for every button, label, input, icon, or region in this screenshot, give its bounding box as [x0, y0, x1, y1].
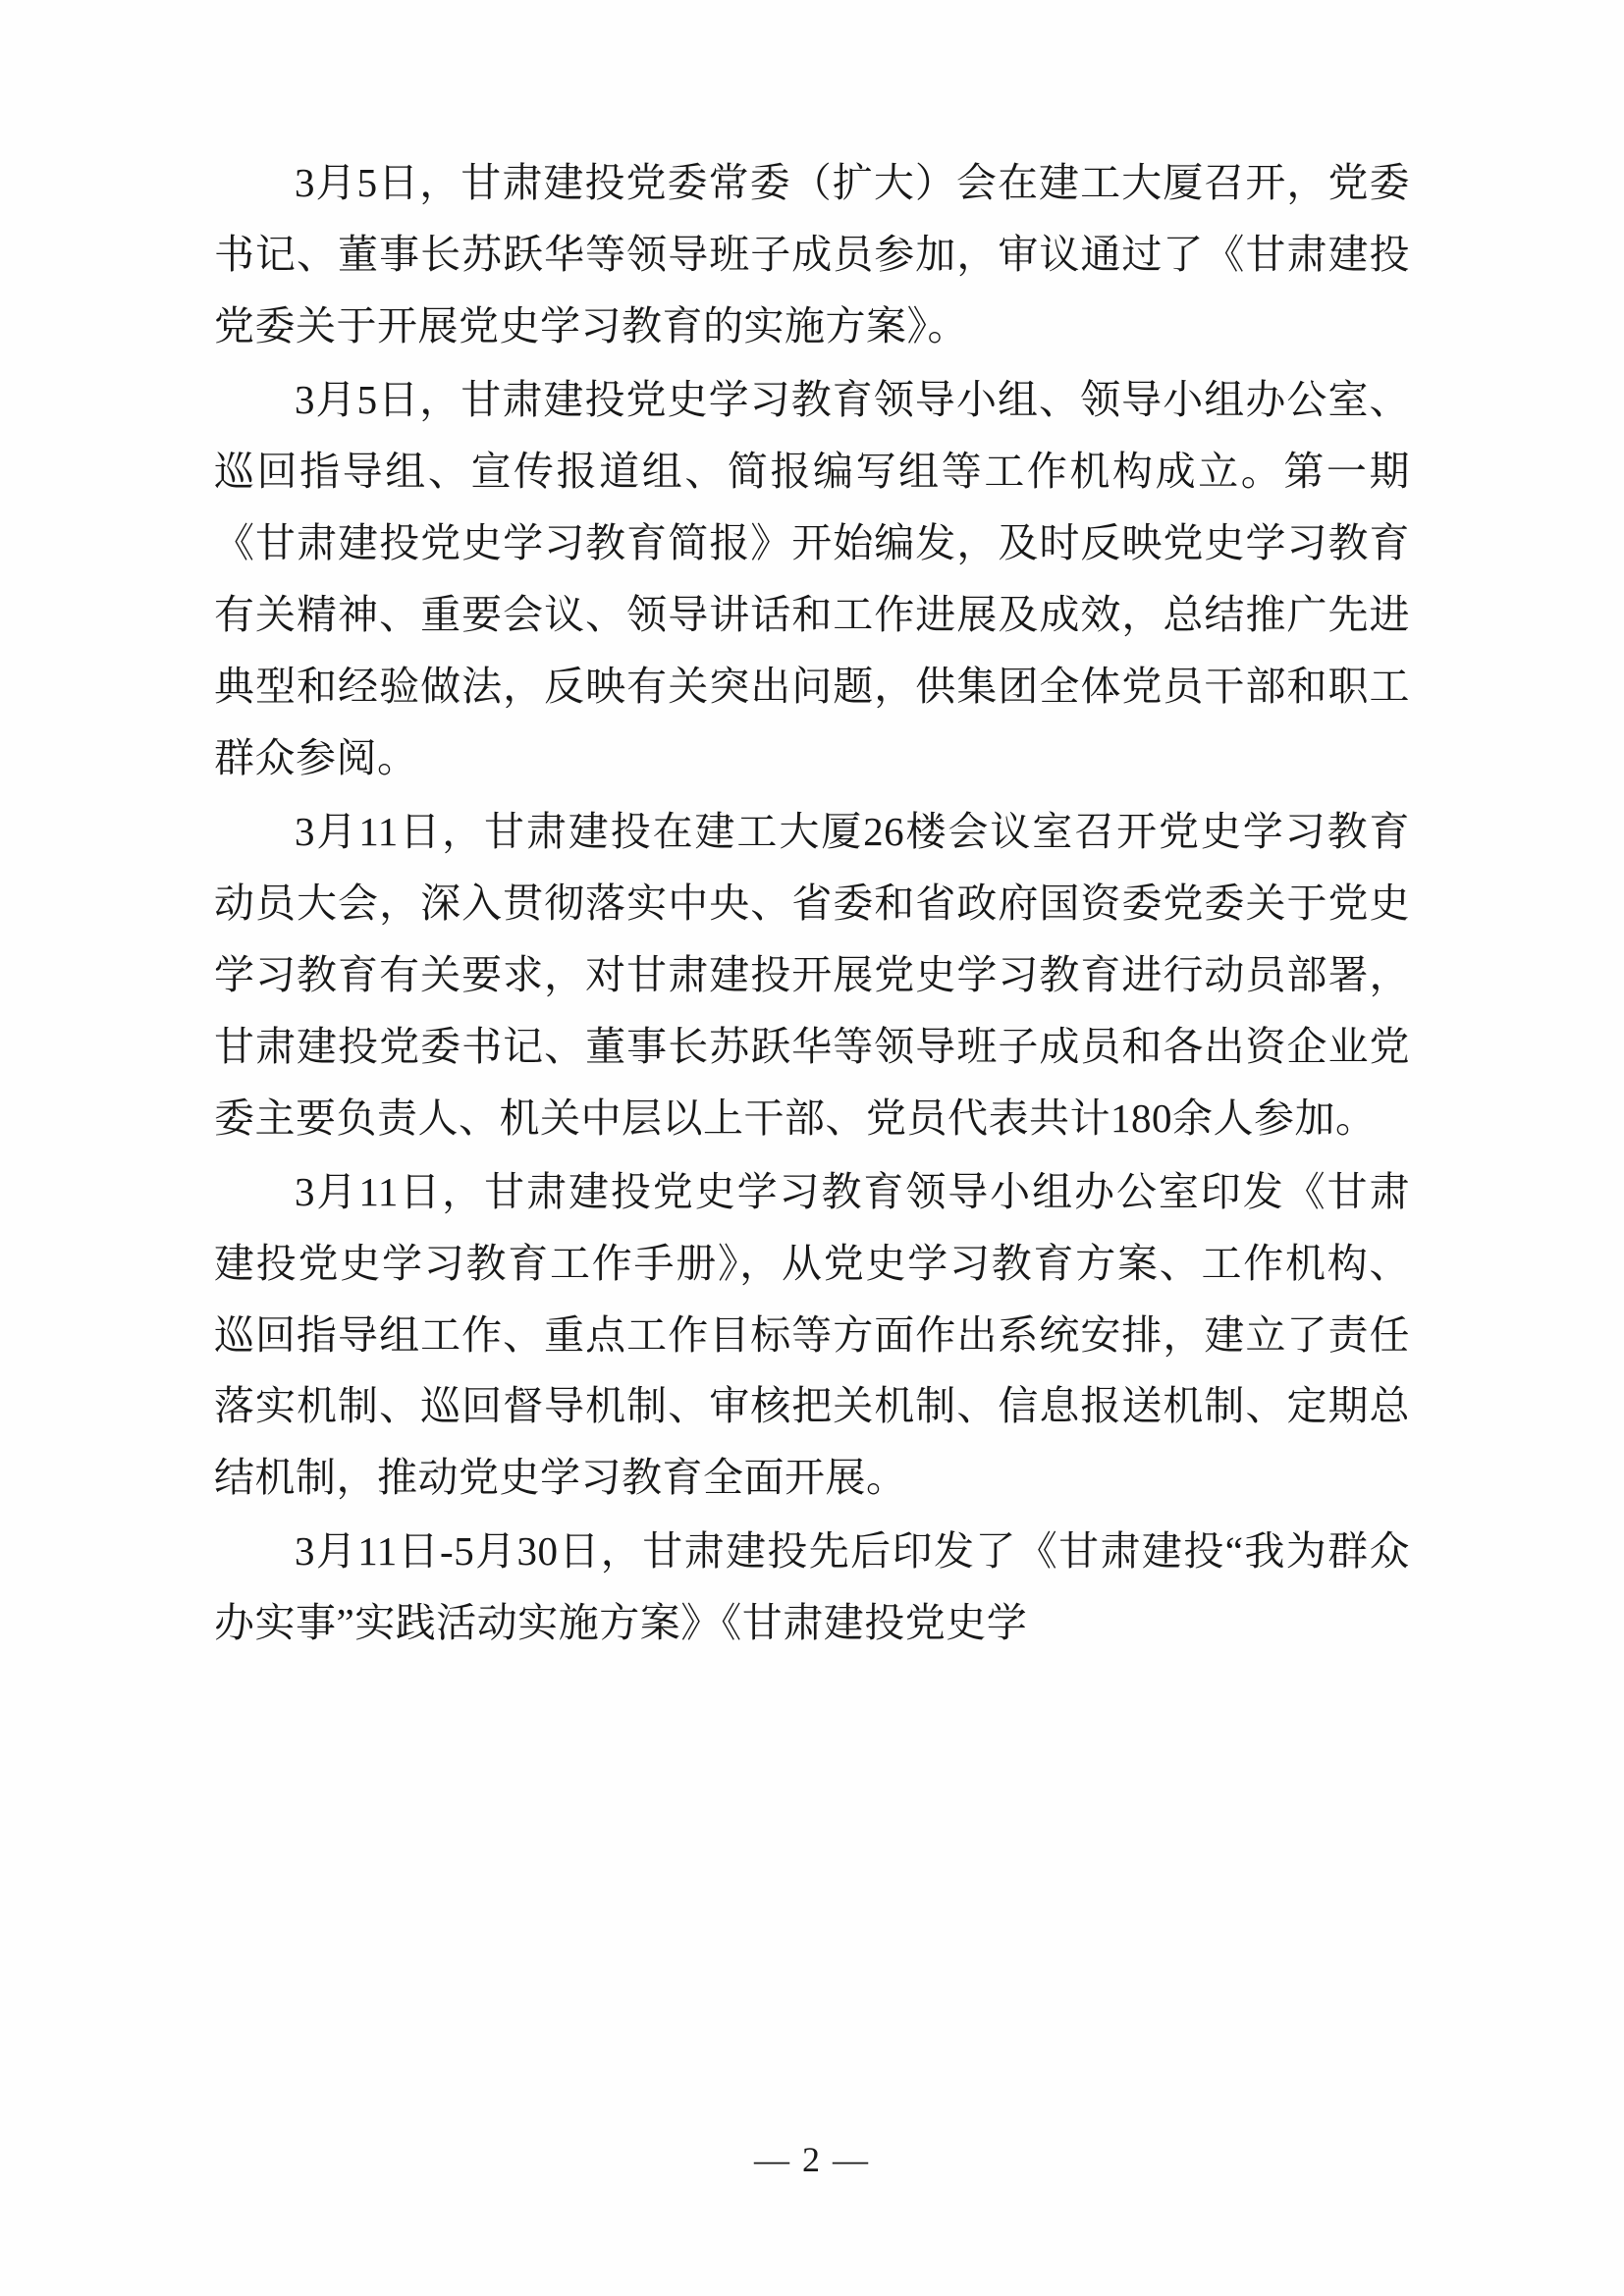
document-body [214, 147, 1410, 1659]
paragraph: 3月11日，甘肃建投在建工大厦26楼会议室召开党史学习教育动员大会，深入贯彻落实中央、省委和省政府国资委党委关于党史学习教育有关要求，对甘肃建投开展党史学习教育进行动员部署，甘肃建投党委书记、董事长苏跃华等领导班子成员和各出资企业党委主要负责人、机关中层以上干部、党员代表共计180余人参加。 [214, 808, 1410, 1141]
paragraph: 3月11日，甘肃建投党史学习教育领导小组办公室印发《甘肃建投党史学习教育工作手册》，从党史学习教育方案、工作机构、巡回指导组工作、重点工作目标等方面作出系统安排，建立了责任落实机制、巡回督导机制、审核把关机制、信息报送机制、定期总结机制，推动党史学习教育全面开展。 [214, 1168, 1410, 1501]
paragraph: 3月11日-5月30日，甘肃建投先后印发了《甘肃建投“我为群众办实事”实践活动实施方案》《甘肃建投党史学 [214, 1528, 1410, 1646]
paragraph: 3月5日，甘肃建投党史学习教育领导小组、领导小组办公室、巡回指导组、宣传报道组、简报编写组等工作机构成立。第一期《甘肃建投党史学习教育简报》开始编发，及时反映党史学习教育有关精神、重要会议、领导讲话和工作进展及成效，总结推广先进典型和经验做法，反映有关突出问题，供集团全体党员干部和职工群众参阅。 [214, 376, 1410, 780]
page-footer [0, 2139, 1624, 2180]
page-number: — 2 — [754, 2140, 870, 2179]
paragraph: 3月5日，甘肃建投党委常委（扩大）会在建工大厦召开，党委书记、董事长苏跃华等领导班子成员参加，审议通过了《甘肃建投党委关于开展党史学习教育的实施方案》。 [214, 160, 1410, 348]
